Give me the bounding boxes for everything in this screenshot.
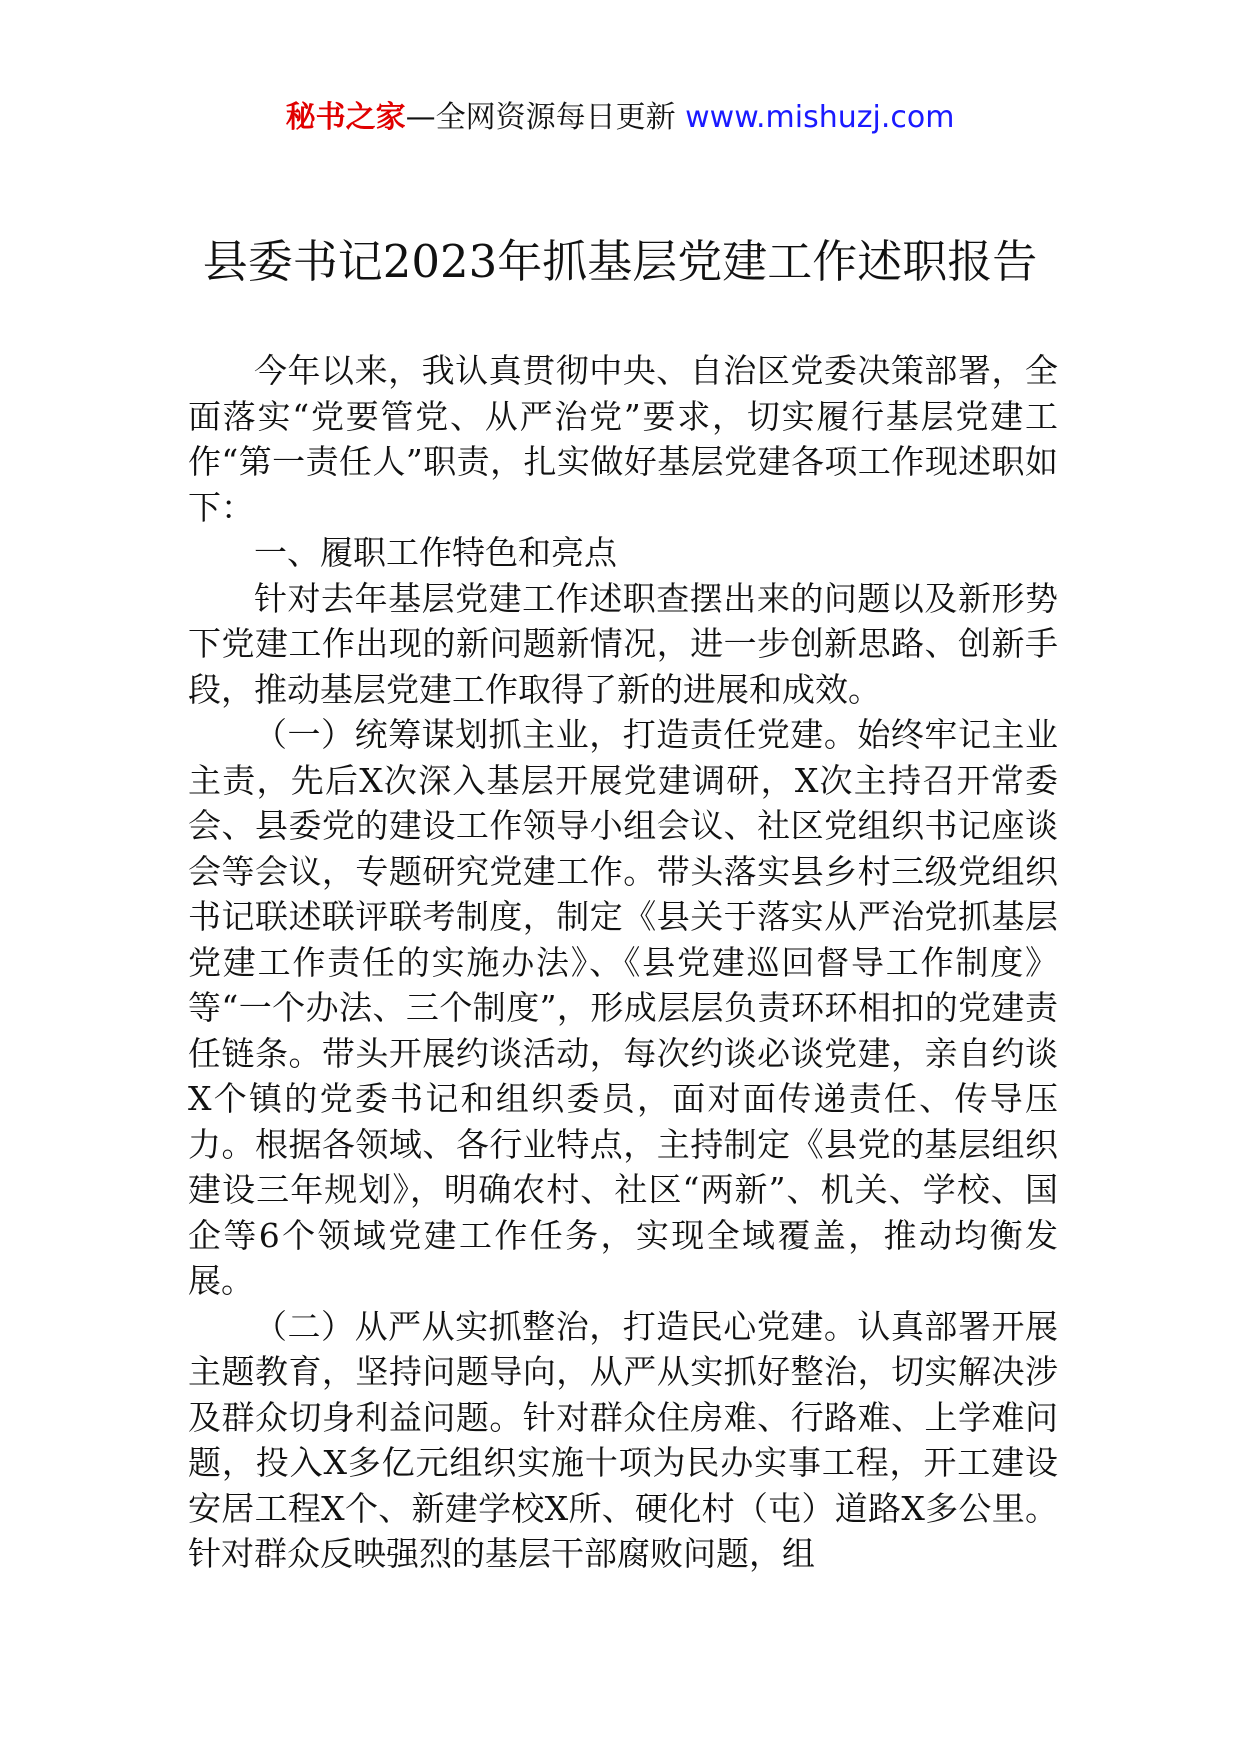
site-banner <box>0 98 1240 138</box>
body-paragraph: （二）从严从实抓整治，打造民心党建。认真部署开展主题教育，坚持问题导向，从严从实抓好整治，切实解决涉及群众切身利益问题。针对群众住房难、行路难、上学难问题，投入X多亿元组织实施十项为民办实事工程，开工建设安居工程X个、新建学校X所、硬化村（屯）道路X多公里。针对群众反映强烈的基层干部腐败问题，组 <box>188 1306 1058 1573</box>
document-title: 县委书记2023年抓基层党建工作述职报告 <box>202 235 1038 288</box>
site-slogan: —全网资源每日更新 <box>405 100 686 135</box>
intro-paragraph: 今年以来，我认真贯彻中央、自治区党委决策部署，全面落实“党要管党、从严治党”要求，切实履行基层党建工作“第一责任人”职责，扎实做好基层党建各项工作现述职如下： <box>188 351 1058 527</box>
document-body <box>188 348 1058 1577</box>
body-paragraph: （一）统筹谋划抓主业，打造责任党建。始终牢记主业主责，先后X次深入基层开展党建调研，X次主持召开常委会、县委党的建设工作领导小组会议、社区党组织书记座谈会等会议，专题研究党建工作。带头落实县乡村三级党组织书记联述联评联考制度，制定《县关于落实从严治党抓基层党建工作责任的实施办法》、《县党建巡回督导工作制度》等“一个办法、三个制度”，形成层层负责环环相扣的党建责任链条。带头开展约谈活动，每次约谈必谈党建，亲自约谈X个镇的党委书记和组织委员，面对面传递责任、传导压力。根据各领域、各行业特点，主持制定《县党的基层组织建设三年规划》，明确农村、社区“两新”、机关、学校、国企等6个领域党建工作任务，实现全域覆盖，推动均衡发展。 <box>188 715 1058 1300</box>
site-url-link[interactable]: www.mishuzj.com <box>685 100 955 135</box>
site-brand: 秘书之家 <box>285 100 406 135</box>
body-paragraph: 针对去年基层党建工作述职查摆出来的问题以及新形势下党建工作出现的新问题新情况，进一步创新思路、创新手段，推动基层党建工作取得了新的进展和成效。 <box>188 578 1058 709</box>
section-heading: 一、履职工作特色和亮点 <box>254 533 617 572</box>
